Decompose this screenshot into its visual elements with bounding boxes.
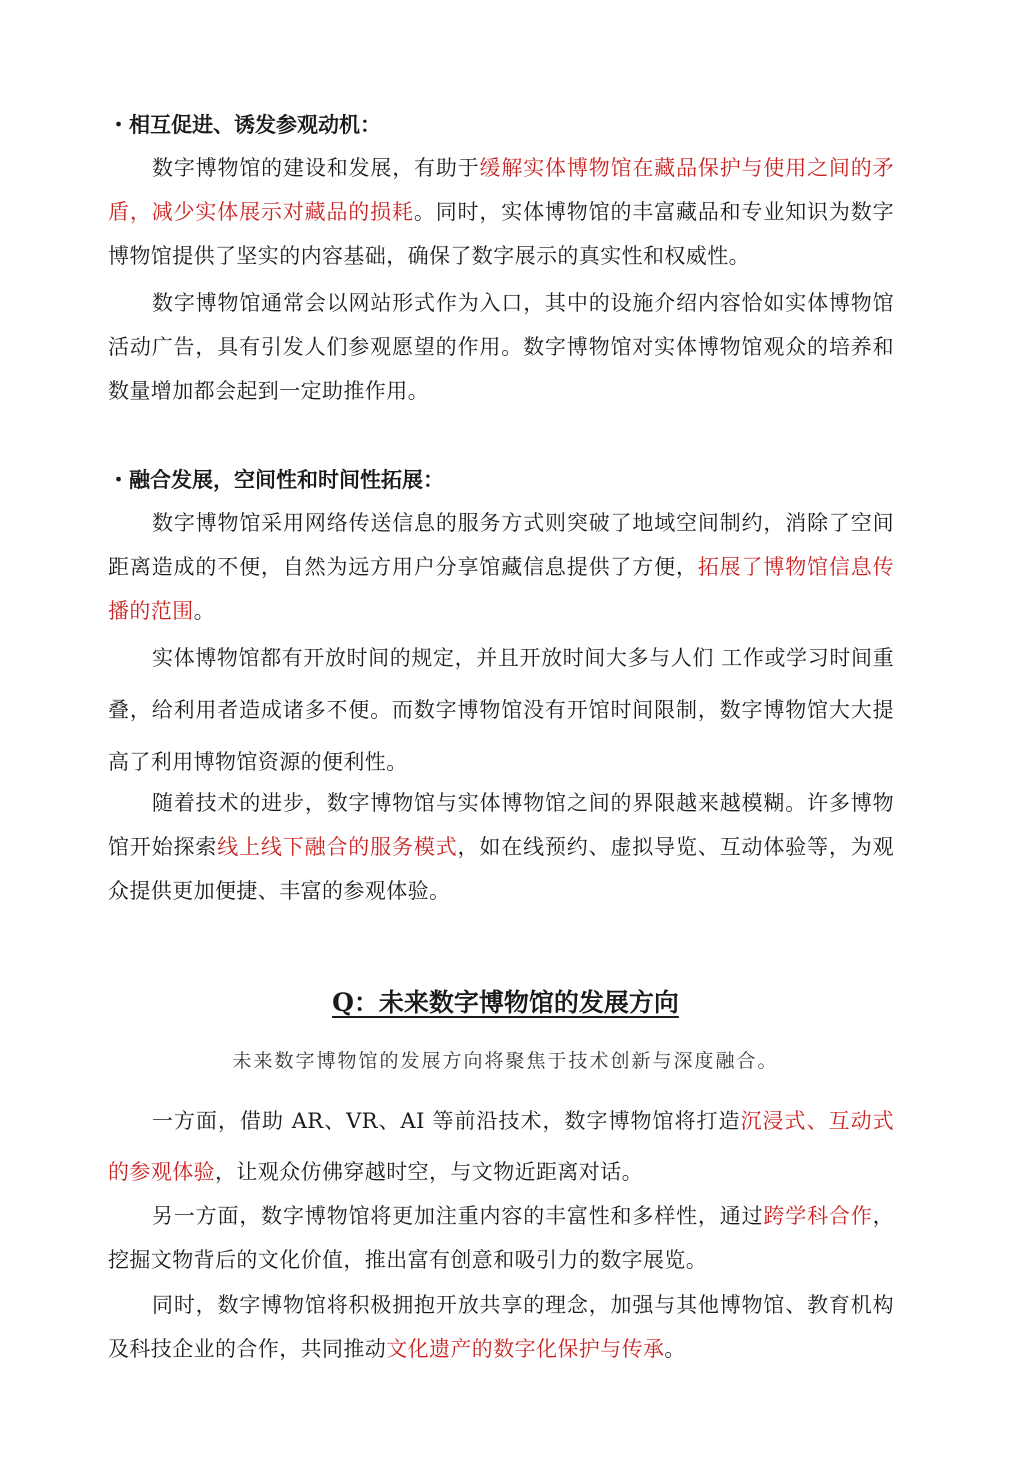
highlighted-text: 沉浸式、互动式的参观体验: [108, 1109, 894, 1184]
paragraph-2-1: [108, 501, 894, 633]
highlighted-text: 缓解实体博物馆在藏品保护与使用之间的矛盾，减少实体展示对藏品的损耗: [108, 156, 894, 224]
paragraph-text: 随着技术的进步，数字博物馆与实体博物馆之间的界限越来越模糊。许多博物馆开始探索: [108, 791, 894, 859]
paragraph-text: 另一方面，数字博物馆将更加注重内容的丰富性和多样性，通过: [152, 1204, 764, 1228]
section-heading-integration: ・融合发展，空间性和时间性拓展：: [108, 467, 444, 492]
paragraph-text: 。同时，实体博物馆的丰富藏品和专业知识为数字博物馆提供了坚实的内容基础，确保了数字展示的真实性和权威性。: [108, 200, 894, 268]
paragraph-3-2: [108, 1194, 894, 1282]
paragraph-2-3: [108, 781, 894, 913]
paragraph-text: 数字博物馆的建设和发展，有助于: [152, 156, 480, 180]
paragraph-2-2: 实体博物馆都有开放时间的规定，并且开放时间大多与人们 工作或学习时间重叠，给利用者造成诸多不便。而数字博物馆没有开馆时间限制，数字博物馆大大提高了利用博物馆资源的便利性。: [108, 646, 894, 774]
paragraph-text: 。: [193, 599, 216, 623]
paragraph-text: 数字博物馆采用网络传送信息的服务方式则突破了地域空间制约，消除了空间距离造成的不便，自然为远方用户分享馆藏信息提供了方便，: [108, 511, 894, 579]
highlighted-text: 文化遗产的数字化保护与传承: [386, 1337, 665, 1361]
question-subtitle: 未来数字博物馆的发展方向将聚焦于技术创新与深度融合。: [232, 1050, 779, 1072]
highlighted-text: 线上线下融合的服务模式: [217, 835, 458, 859]
paragraph-1-1: [108, 146, 894, 278]
paragraph-text: 一方面，借助 AR、VR、AI 等前沿技术，数字博物馆将打造: [152, 1109, 741, 1133]
paragraph-text: ，让观众仿佛穿越时空，与文物近距离对话。: [215, 1160, 643, 1184]
question-title: [0, 985, 1011, 1021]
paragraph-text: ，如在线预约、虚拟导览、互动体验等，为观众提供更加便捷、丰富的参观体验。: [108, 835, 895, 903]
paragraph-text: ，挖掘文物背后的文化价值，推出富有创意和吸引力的数字展览。: [108, 1204, 895, 1272]
highlighted-text: 拓展了博物馆信息传播的范围: [108, 555, 894, 623]
paragraph-text: 。: [664, 1337, 686, 1361]
paragraph-3-1: [108, 1096, 894, 1198]
section-heading-promote: ・相互促进、诱发参观动机：: [108, 112, 381, 137]
paragraph-text: 同时，数字博物馆将积极拥抱开放共享的理念，加强与其他博物馆、教育机构及科技企业的合作，共同推动: [108, 1293, 894, 1361]
paragraph-1-2: 数字博物馆通常会以网站形式作为入口，其中的设施介绍内容恰如实体博物馆活动广告，具有引发人们参观愿望的作用。数字博物馆对实体博物馆观众的培养和数量增加都会起到一定助推作用。: [108, 291, 894, 403]
question-title-text: Q：未来数字博物馆的发展方向: [332, 988, 679, 1017]
highlighted-text: 跨学科合作: [763, 1204, 873, 1228]
paragraph-3-3: [108, 1283, 894, 1371]
